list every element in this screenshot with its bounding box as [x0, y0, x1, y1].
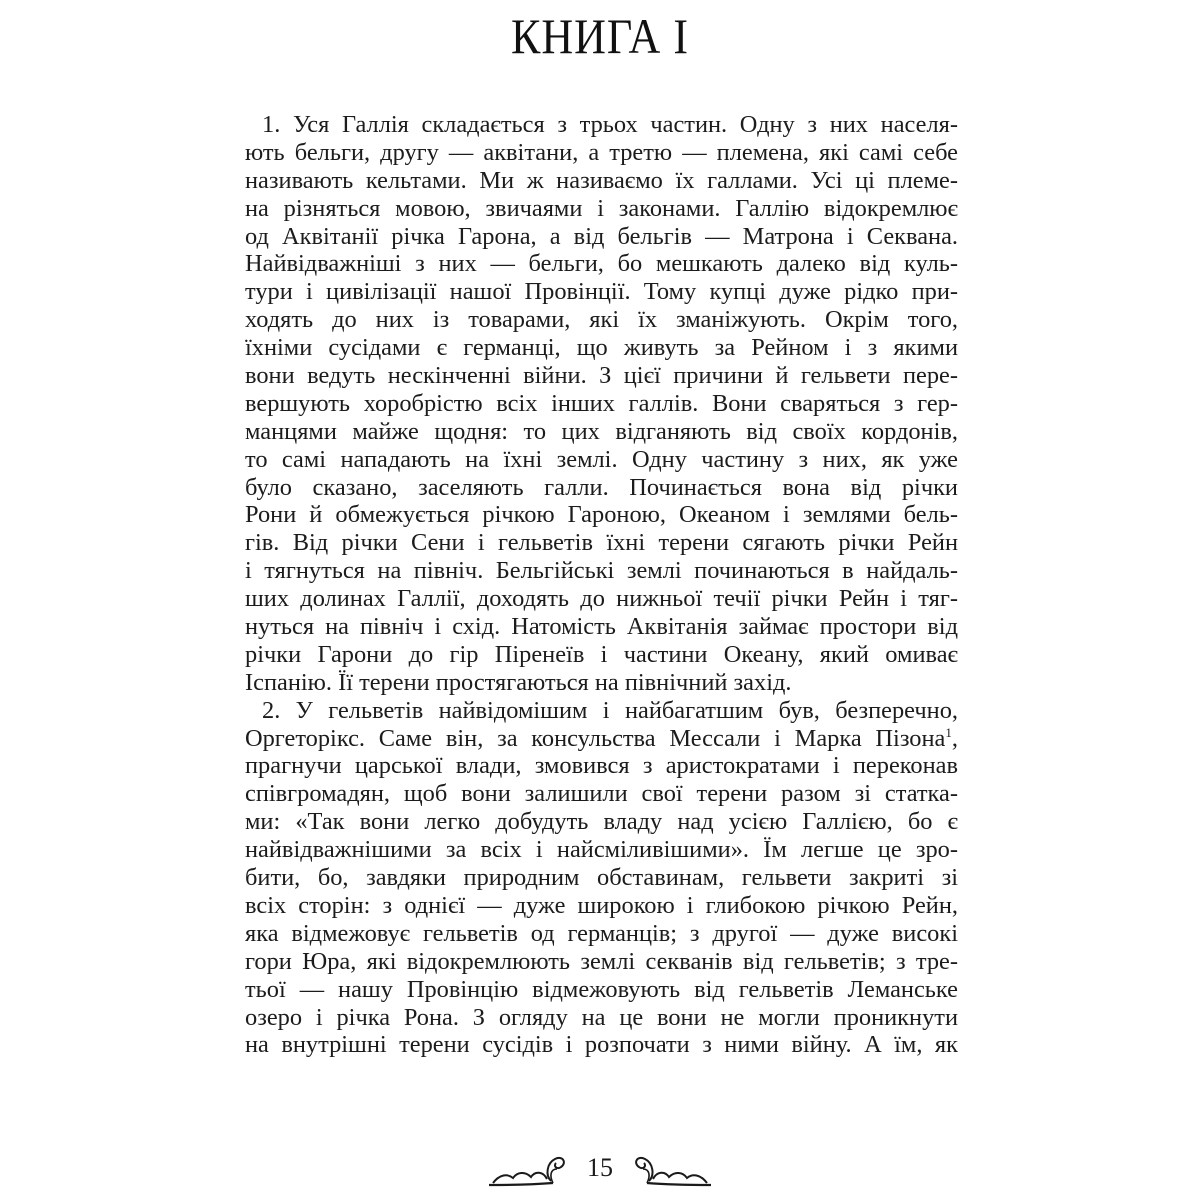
text-line-content: прагнучи царської влади, змовився з аристократами і переконав	[245, 752, 958, 780]
text-line	[245, 780, 958, 808]
text-line-content: ходять до них із товарами, які їх зманіжують. Окрім того,	[245, 306, 958, 334]
text-line-content: манцями майже щодня: то цих відганяють від своїх кордонів,	[245, 417, 958, 445]
text-line-content: нуться на північ і схід. Натомість Аквітанія займає простори від	[245, 613, 958, 641]
text-line-content: вершують хоробрістю всіх інших галлів. Вони сваряться з гер-	[245, 389, 958, 417]
text-line	[245, 641, 958, 669]
text-line	[245, 278, 958, 306]
text-line	[245, 390, 958, 418]
text-line-content: од Аквітанії річка Гарона, а від бельгів — Матрона і Секвана.	[245, 222, 958, 250]
text-line	[245, 223, 958, 251]
footnote-marker[interactable]: 1	[945, 724, 952, 740]
text-line-content: їхніми сусідами є германці, що живуть за Рейном і з якими	[245, 334, 958, 362]
text-line-content: всіх сторін: з однієї — дуже широкою і глибокою річкою Рейн,	[245, 891, 958, 919]
text-line-content: озеро і річка Рона. З огляду на це вони не могли проникнути	[245, 1003, 958, 1031]
punctuation: ,	[951, 724, 958, 752]
text-line	[245, 418, 958, 446]
text-line	[245, 669, 958, 697]
text-line-content: було сказано, заселяють галли. Починається вона від річки	[245, 473, 958, 501]
text-line	[245, 334, 958, 362]
text-line	[245, 501, 958, 529]
text-line-content: гори Юра, які відокремлюють землі секванів від гельветів; з тре-	[245, 947, 958, 975]
text-line-content: тури і цивілізації нашої Провінції. Тому купці дуже рідко при-	[245, 278, 958, 306]
text-line	[245, 557, 958, 585]
text-line	[245, 948, 958, 976]
text-line	[245, 892, 958, 920]
page-footer	[0, 1138, 1200, 1198]
scroll-flourish-left-icon	[487, 1145, 567, 1191]
text-line-content: на різняться мовою, звичаями і законами. Галлію відокремлює	[245, 194, 958, 222]
text-line	[245, 808, 958, 836]
text-line-content: Найвідважніші з них — бельги, бо мешкають далеко від куль-	[245, 250, 958, 278]
text-line-content: яка відмежовує гельветів од германців; з другої — дуже високі	[245, 919, 958, 947]
text-line	[245, 585, 958, 613]
text-line-content: Рони й обмежується річкою Гароною, Океаном і землями бель-	[245, 501, 958, 529]
text-line-content: то самі нападають на їхні землі. Одну частину з них, як уже	[245, 445, 958, 473]
scroll-flourish-right-icon	[633, 1145, 713, 1191]
text-line	[245, 836, 958, 864]
text-line	[245, 474, 958, 502]
text-line-content: гів. Від річки Сени і гельветів їхні терени сягають річки Рейн	[245, 529, 958, 557]
text-line	[245, 613, 958, 641]
text-line	[245, 1031, 958, 1059]
text-line	[245, 250, 958, 278]
text-line	[245, 976, 958, 1004]
text-line	[245, 195, 958, 223]
text-line-content: 1. Уся Галлія складається з трьох частин. Одну з них населя-	[262, 111, 958, 138]
text-line-content: бити, бо, завдяки природним обставинам, гельвети закриті зі	[245, 864, 958, 892]
text-line-content: співгромадян, щоб вони залишили свої терени разом зі статка-	[245, 780, 958, 808]
text-line	[245, 167, 958, 195]
text-line	[245, 725, 958, 753]
text-line-content: називають кельтами. Ми ж називаємо їх галлами. Усі ці племе-	[245, 166, 958, 194]
text-line-content: вони ведуть нескінченні війни. З цієї причини й гельвети пере-	[245, 362, 958, 390]
text-line	[245, 306, 958, 334]
text-line-content: Іспанію. Її терени простягаються на північний захід.	[245, 668, 792, 696]
text-line-content: і тягнуться на північ. Бельгійські землі починаються в найдаль-	[245, 557, 958, 585]
book-title: КНИГА I	[511, 9, 689, 65]
text-line-content: ми: «Так вони легко добудуть владу над усією Галлією, бо є	[245, 808, 958, 836]
text-line	[245, 362, 958, 390]
text-line-content: ють бельги, другу — аквітани, а третю — племена, які самі себе	[245, 138, 958, 166]
text-line-content: Оргеторікс. Саме він, за консульства Мессали і Марка Пізона	[245, 724, 946, 752]
text-line	[245, 111, 958, 139]
text-line	[245, 752, 958, 780]
text-line	[245, 1004, 958, 1032]
text-line-content: на внутрішні терени сусідів і розпочати з ними війну. А їм, як	[245, 1031, 958, 1059]
text-line	[245, 139, 958, 167]
text-line	[245, 446, 958, 474]
text-line	[245, 920, 958, 948]
text-line	[245, 697, 958, 725]
text-line-content: ших долинах Галлії, доходять до нижньої течії річки Рейн і тяг-	[245, 585, 958, 613]
text-line-content: 2. У гельветів найвідомішим і найбагатшим був, безперечно,	[262, 696, 958, 724]
text-line-content: найвідважнішими за всіх і найсміливішими». Їм легше це зро-	[245, 836, 958, 864]
text-line-content: річки Гарони до гір Піренеїв і частини Океану, який омиває	[245, 640, 958, 668]
text-line	[245, 864, 958, 892]
body-text	[245, 111, 958, 1059]
text-line-content: тьої — нашу Провінцію відмежовують від гельветів Леманське	[245, 975, 958, 1003]
page-number: 15	[587, 1153, 613, 1182]
text-line	[245, 529, 958, 557]
